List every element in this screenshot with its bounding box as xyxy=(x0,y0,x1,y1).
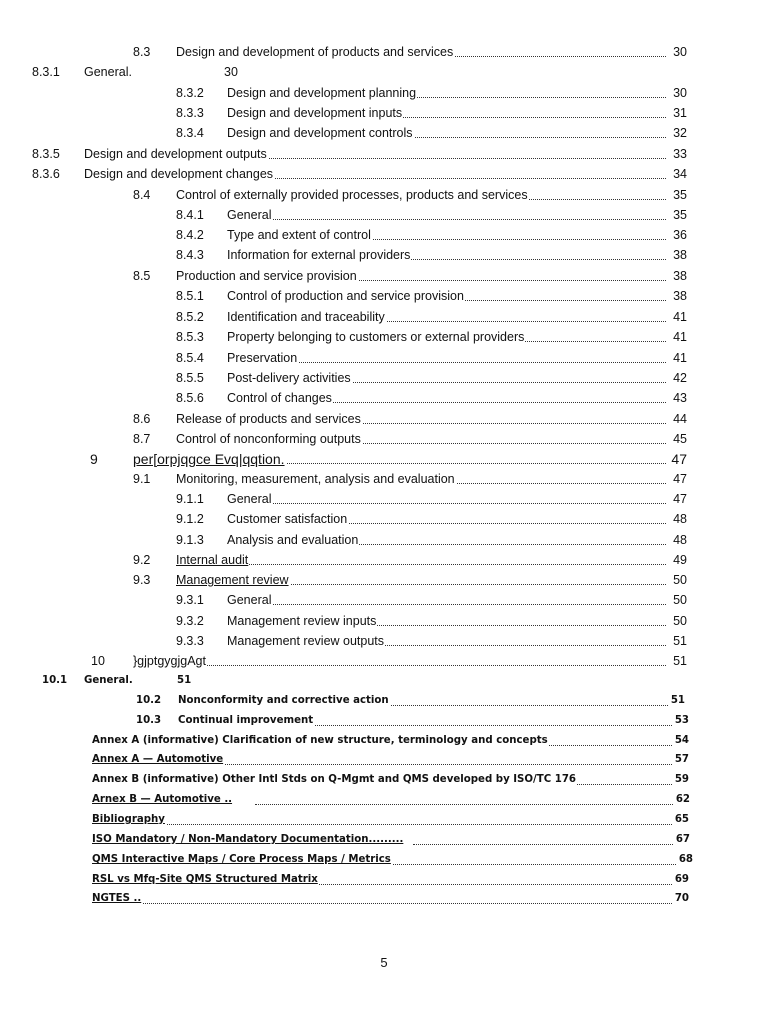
toc-entry-title: Arnex B — Automotive .. xyxy=(92,794,233,805)
toc-entry-title: Release of products and services xyxy=(176,412,361,426)
toc-entry[interactable] xyxy=(0,631,768,651)
toc-entry-number: 8.3.3 xyxy=(176,106,204,120)
toc-entry-page: 30 xyxy=(666,42,687,62)
toc-entry-page: 35 xyxy=(666,205,687,225)
toc-entry-title: Annex A (informative) Clarification of new structure, terminology and concepts xyxy=(92,735,548,746)
toc-entry[interactable] xyxy=(0,205,768,225)
toc-entry-title: Control of nonconforming outputs xyxy=(176,432,361,446)
toc-entry[interactable] xyxy=(0,509,768,529)
toc-entry-number: 8.5 xyxy=(133,269,151,283)
toc-entry-number: 9.1.2 xyxy=(176,512,204,526)
toc-entry-page: 47 xyxy=(666,489,687,509)
toc-entry-title: Information for external providers xyxy=(227,248,411,262)
toc-entry-page: 36 xyxy=(666,225,687,245)
toc-entry-number: 8.5.4 xyxy=(176,351,204,365)
toc-entry-title: Design and development of products and services xyxy=(176,45,454,59)
toc-entry-title: Design and development planning xyxy=(227,86,417,100)
toc-entry-annex-a[interactable] xyxy=(0,731,768,751)
toc-entry-page: 51 xyxy=(666,651,687,671)
toc-entry-number: 8.4.1 xyxy=(176,208,204,222)
toc-entry[interactable] xyxy=(0,469,768,489)
toc-entry[interactable] xyxy=(0,62,768,82)
toc-entry-number: 8.5.2 xyxy=(176,310,204,324)
toc-entry[interactable] xyxy=(0,409,768,429)
toc-entry-title: General xyxy=(227,492,272,506)
toc-entry-page: 43 xyxy=(666,388,687,408)
toc-entry-number: 9.1 xyxy=(133,472,151,486)
toc-entry-annex-b[interactable] xyxy=(0,770,768,790)
toc-entry-number: 8.3.4 xyxy=(176,126,204,140)
toc-entry-title: Control of externally provided processes, products and services xyxy=(176,188,528,202)
toc-entry-number: 8.3 xyxy=(133,45,151,59)
toc-entry-number: 10.1 xyxy=(42,675,68,686)
toc-entry[interactable] xyxy=(0,225,768,245)
toc-entry-number: 10.2 xyxy=(136,695,162,706)
toc-entry-number: 8.5.6 xyxy=(176,391,204,405)
toc-entry-number: 10.3 xyxy=(136,715,162,726)
toc-entry-number: 9.1.3 xyxy=(176,533,204,547)
toc-entry-page: 57 xyxy=(672,750,689,770)
toc-entry-page: 41 xyxy=(666,307,687,327)
toc-entry[interactable] xyxy=(0,307,768,327)
toc-entry[interactable] xyxy=(0,530,768,550)
toc-entry-number: 8.3.2 xyxy=(176,86,204,100)
toc-entry-title: Nonconformity and corrective action xyxy=(178,695,389,706)
toc-entry[interactable] xyxy=(0,144,768,164)
toc-entry-title: Design and development outputs xyxy=(84,147,267,161)
toc-entry-page: 54 xyxy=(672,731,689,751)
toc-entry-title: Property belonging to customers or external providers xyxy=(227,330,525,344)
toc-entry-number: 8.3.6 xyxy=(32,167,60,181)
toc-entry[interactable] xyxy=(0,429,768,449)
toc-entry[interactable] xyxy=(0,348,768,368)
toc-entry-page: 51 xyxy=(668,691,685,711)
toc-entry-title: ISO Mandatory / Non-Mandatory Documentation......... xyxy=(92,834,404,845)
toc-entry-title: Identification and traceability xyxy=(227,310,385,324)
toc-entry-title: Production and service provision xyxy=(176,269,357,283)
toc-entry-page: 70 xyxy=(672,889,689,909)
toc-entry-page: 69 xyxy=(672,870,689,890)
toc-entry-page: 48 xyxy=(666,509,687,529)
toc-entry[interactable] xyxy=(0,550,768,570)
toc-entry-rsl-matrix[interactable] xyxy=(0,870,768,890)
toc-entry[interactable] xyxy=(0,245,768,265)
toc-entry-title: Annex A — Automotive xyxy=(92,754,224,765)
toc-entry-page: 35 xyxy=(666,185,687,205)
toc-entry-title: Management review xyxy=(176,573,289,587)
toc-entry-title: General xyxy=(227,593,272,607)
toc-entry-page: 50 xyxy=(666,611,687,631)
toc-entry-number: 8.4.2 xyxy=(176,228,204,242)
toc-entry-bibliography[interactable] xyxy=(0,810,768,830)
toc-entry-number: 8.5.5 xyxy=(176,371,204,385)
toc-entry[interactable] xyxy=(0,185,768,205)
toc-entry[interactable] xyxy=(0,123,768,143)
toc-entry-page: 34 xyxy=(666,164,687,184)
toc-entry-number: 9.1.1 xyxy=(176,492,204,506)
toc-entry-number: 9.3.3 xyxy=(176,634,204,648)
toc-entry[interactable] xyxy=(0,286,768,306)
toc-entry-title: General. xyxy=(84,675,133,686)
toc-entry[interactable] xyxy=(0,611,768,631)
toc-entry-title: Customer satisfaction xyxy=(227,512,348,526)
toc-entry-page: 38 xyxy=(666,266,687,286)
toc-entry-notes[interactable] xyxy=(0,889,768,909)
toc-entry[interactable] xyxy=(0,164,768,184)
toc-entry-page: 41 xyxy=(666,348,687,368)
toc-entry[interactable] xyxy=(0,103,768,123)
toc-entry[interactable] xyxy=(0,691,768,711)
toc-entry-number: 8.7 xyxy=(133,432,151,446)
toc-entry-page: 42 xyxy=(666,368,687,388)
toc-entry-annex-a-automotive[interactable] xyxy=(0,750,768,770)
toc-entry-page: 47 xyxy=(666,469,687,489)
toc-entry-number: 9.3.2 xyxy=(176,614,204,628)
toc-entry-number: 8.4 xyxy=(133,188,151,202)
toc-entry-page: 32 xyxy=(666,123,687,143)
toc-entry[interactable] xyxy=(0,489,768,509)
toc-entry-page: 67 xyxy=(673,830,690,850)
toc-entry-page: 50 xyxy=(666,570,687,590)
toc-entry-title: Annex B (informative) Other Intl Stds on Q-Mgmt and QMS developed by ISO/TC 176 xyxy=(92,774,577,785)
toc-entry-page: 49 xyxy=(666,550,687,570)
toc-entry-title: Control of changes xyxy=(227,391,332,405)
toc-entry-title: General. xyxy=(84,65,132,79)
toc-entry[interactable] xyxy=(0,449,768,469)
toc-entry-title: Design and development changes xyxy=(84,167,274,181)
toc-entry-page: 68 xyxy=(676,850,693,870)
toc-entry-title: Preservation xyxy=(227,351,298,365)
toc-entry-title: Design and development controls xyxy=(227,126,413,140)
toc-entry-page: 38 xyxy=(666,286,687,306)
toc-entry-page: 44 xyxy=(666,409,687,429)
toc-entry[interactable] xyxy=(0,83,768,103)
toc-entry-iso-documentation[interactable] xyxy=(0,830,768,850)
toc-entry-page: 41 xyxy=(666,327,687,347)
toc-entry-number: 9.3 xyxy=(133,573,151,587)
toc-entry-page: 59 xyxy=(672,770,689,790)
toc-entry-page: 50 xyxy=(666,590,687,610)
toc-entry-title: RSL vs Mfq-Site QMS Structured Matrix xyxy=(92,874,318,885)
toc-entry-title: Control of production and service provision xyxy=(227,289,464,303)
toc-entry-number: 9.3.1 xyxy=(176,593,204,607)
toc-entry-title: Monitoring, measurement, analysis and evaluation xyxy=(176,472,455,486)
toc-entry-number: 10 xyxy=(91,654,105,668)
toc-entry-page: 51 xyxy=(666,631,687,651)
toc-entry-title: QMS Interactive Maps / Core Process Maps / Metrics xyxy=(92,854,391,865)
toc-entry-title: Bibliography xyxy=(92,814,165,825)
toc-entry-title: NGTES .. xyxy=(92,893,142,904)
toc-entry[interactable] xyxy=(0,368,768,388)
toc-entry-title: Management review inputs xyxy=(227,614,377,628)
toc-entry-title: General xyxy=(227,208,272,222)
toc-entry-page: 30 xyxy=(666,83,687,103)
toc-entry[interactable] xyxy=(0,266,768,286)
toc-entry-page: 33 xyxy=(666,144,687,164)
toc-entry-number: 9 xyxy=(90,451,98,467)
toc-entry-title: Design and development inputs xyxy=(227,106,403,120)
toc-entry-number: 8.5.3 xyxy=(176,330,204,344)
toc-entry-number: 8.5.1 xyxy=(176,289,204,303)
toc-entry-page: 65 xyxy=(672,810,689,830)
toc-entry-page: 31 xyxy=(666,103,687,123)
toc-entry-number: 8.3.5 xyxy=(32,147,60,161)
toc-entry[interactable] xyxy=(0,651,768,671)
toc-entry-page: 48 xyxy=(666,530,687,550)
toc-entry[interactable] xyxy=(0,711,768,731)
toc-entry-annex-b-automotive[interactable] xyxy=(0,790,768,810)
toc-entry[interactable] xyxy=(0,570,768,590)
toc-entry-page: 51 xyxy=(176,671,197,691)
toc-entry[interactable] xyxy=(0,42,768,62)
toc-entry-number: 9.2 xyxy=(133,553,151,567)
toc-entry-number: 8.6 xyxy=(133,412,151,426)
toc-entry[interactable] xyxy=(0,388,768,408)
toc-entry-number: 8.4.3 xyxy=(176,248,204,262)
toc-entry-qms-maps[interactable] xyxy=(0,850,768,870)
toc-entry[interactable] xyxy=(0,590,768,610)
toc-entry-title: }gjptgygjgAgt xyxy=(133,654,206,668)
toc-entry-title: Internal audit xyxy=(176,553,249,567)
toc-entry-title: per[orpjqgce Evq|qqtion. xyxy=(133,451,285,467)
toc-entry-page: 53 xyxy=(672,711,689,731)
toc-entry-title: Post-delivery activities xyxy=(227,371,351,385)
toc-entry[interactable] xyxy=(0,327,768,347)
toc-entry-page: 45 xyxy=(666,429,687,449)
toc-entry-title: Management review outputs xyxy=(227,634,385,648)
page-number: 5 xyxy=(380,955,388,970)
toc-entry-page: 47 xyxy=(666,449,687,469)
toc-entry-page: 30 xyxy=(223,62,244,82)
toc-entry-title: Type and extent of control xyxy=(227,228,371,242)
toc-entry[interactable] xyxy=(0,671,768,691)
toc-entry-page: 62 xyxy=(673,790,690,810)
toc-entry-page: 38 xyxy=(666,245,687,265)
toc-entry-title: Continual improvement xyxy=(178,715,314,726)
toc-entry-title: Analysis and evaluation xyxy=(227,533,359,547)
toc-entry-number: 8.3.1 xyxy=(32,65,60,79)
